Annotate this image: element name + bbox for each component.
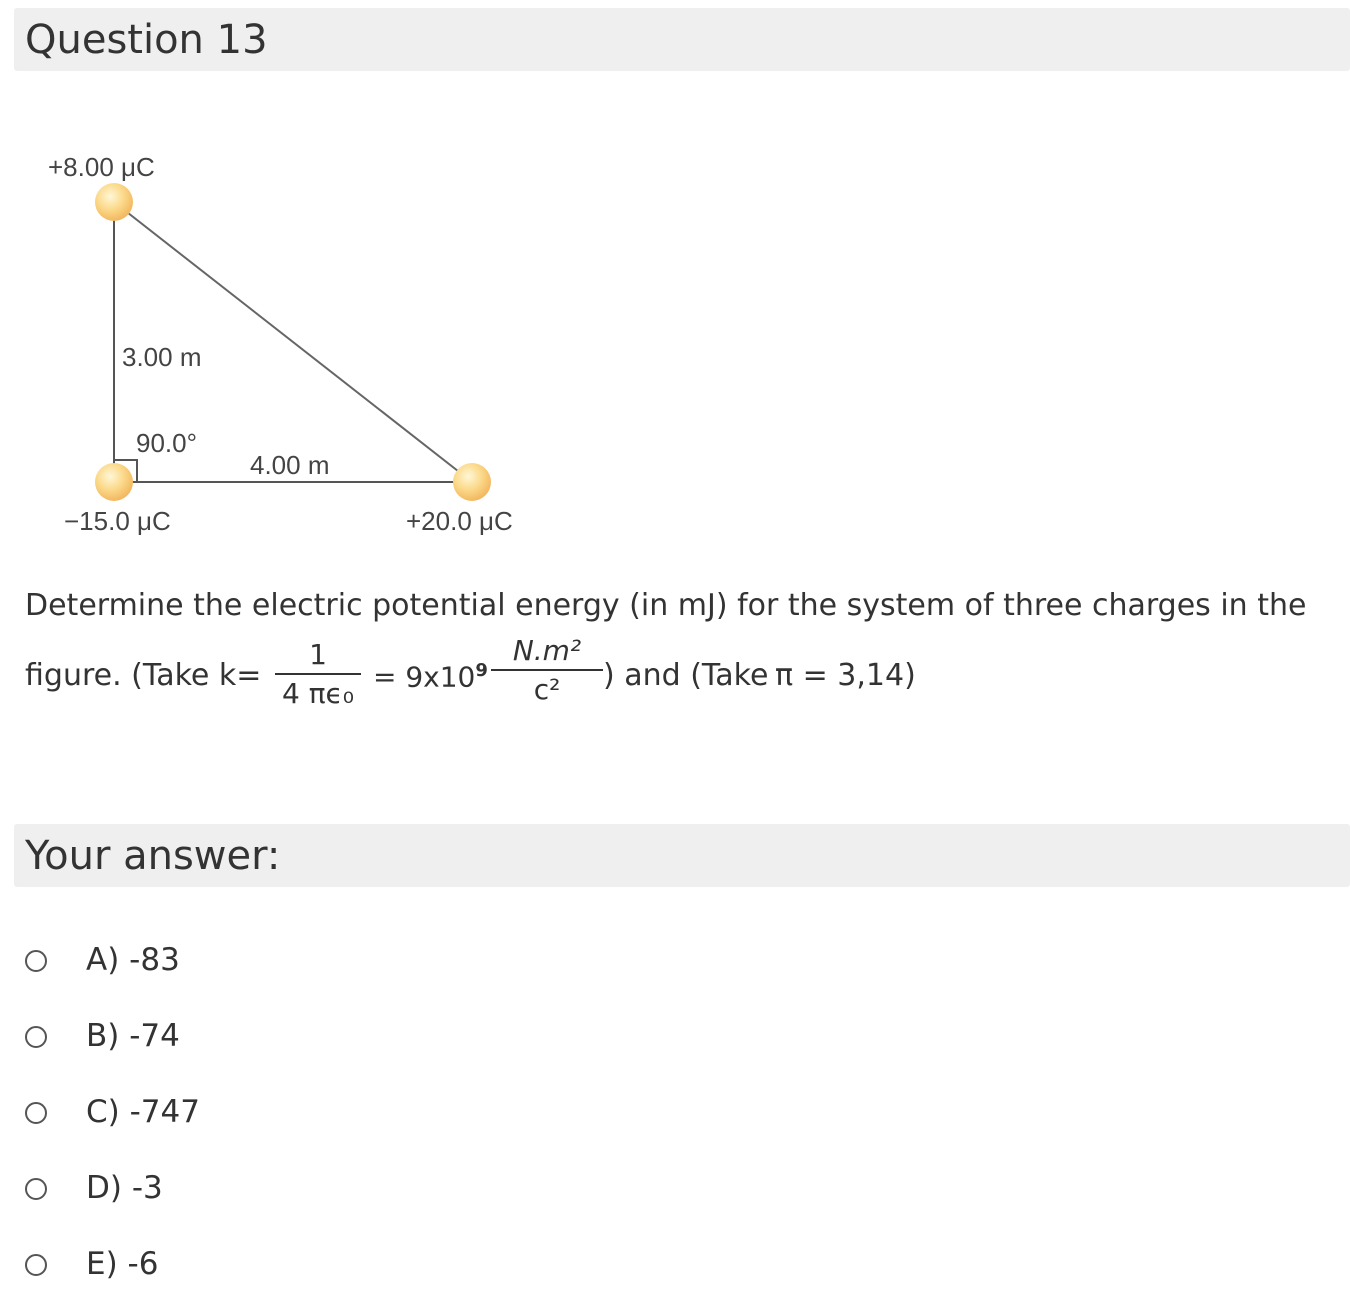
charge-bottom-right-label: +20.0 μC — [406, 506, 513, 536]
k-fraction — [275, 638, 361, 710]
charge-top — [95, 183, 133, 221]
question-title: Question 13 — [25, 17, 268, 63]
option-label[interactable]: E) -6 — [86, 1246, 159, 1282]
question-line-2 — [25, 634, 1325, 740]
radio-button[interactable] — [25, 1178, 47, 1200]
option-e[interactable] — [22, 1246, 422, 1286]
radio-button[interactable] — [25, 950, 47, 972]
option-label[interactable]: C) -747 — [86, 1094, 200, 1130]
angle-label: 90.0° — [136, 428, 198, 458]
k-numerator: 1 — [309, 638, 327, 671]
fraction-bar — [275, 673, 361, 675]
unit-fraction-bar — [491, 669, 603, 671]
unit-fraction — [491, 634, 603, 706]
option-label[interactable]: A) -83 — [86, 942, 180, 978]
charge-bottom-left — [95, 463, 133, 501]
radio-button[interactable] — [25, 1254, 47, 1276]
option-a[interactable] — [22, 942, 422, 982]
unit-denominator: c² — [533, 673, 561, 706]
pi-value: π = 3,14) — [775, 658, 916, 693]
answer-header — [14, 824, 1350, 887]
unit-numerator: N.m² — [512, 634, 582, 667]
charge-bottom-left-label: −15.0 μC — [64, 506, 171, 536]
question-prefix: figure. (Take k= — [25, 658, 262, 693]
triangle-charges-figure — [40, 140, 560, 550]
k-value — [373, 660, 488, 693]
option-d[interactable] — [22, 1170, 422, 1210]
k-value-exponent: 9 — [475, 660, 488, 681]
horizontal-length-label: 4.00 m — [250, 450, 330, 480]
charge-top-label: +8.00 μC — [48, 152, 155, 182]
k-denominator: 4 πϵ₀ — [281, 677, 355, 710]
question-suffix: ) and (Take — [603, 658, 769, 693]
vertical-length-label: 3.00 m — [122, 342, 202, 372]
option-label[interactable]: D) -3 — [86, 1170, 163, 1206]
charge-bottom-right — [453, 463, 491, 501]
k-value-base: = 9x10 — [373, 660, 476, 694]
option-b[interactable] — [22, 1018, 422, 1058]
radio-button[interactable] — [25, 1026, 47, 1048]
option-c[interactable] — [22, 1094, 422, 1134]
answer-title: Your answer: — [25, 833, 281, 879]
option-label[interactable]: B) -74 — [86, 1018, 180, 1054]
question-header — [14, 8, 1350, 71]
question-line-1: Determine the electric potential energy (in mJ) for the system of three charges in the — [25, 588, 1307, 623]
figure-svg — [40, 140, 560, 550]
radio-button[interactable] — [25, 1102, 47, 1124]
